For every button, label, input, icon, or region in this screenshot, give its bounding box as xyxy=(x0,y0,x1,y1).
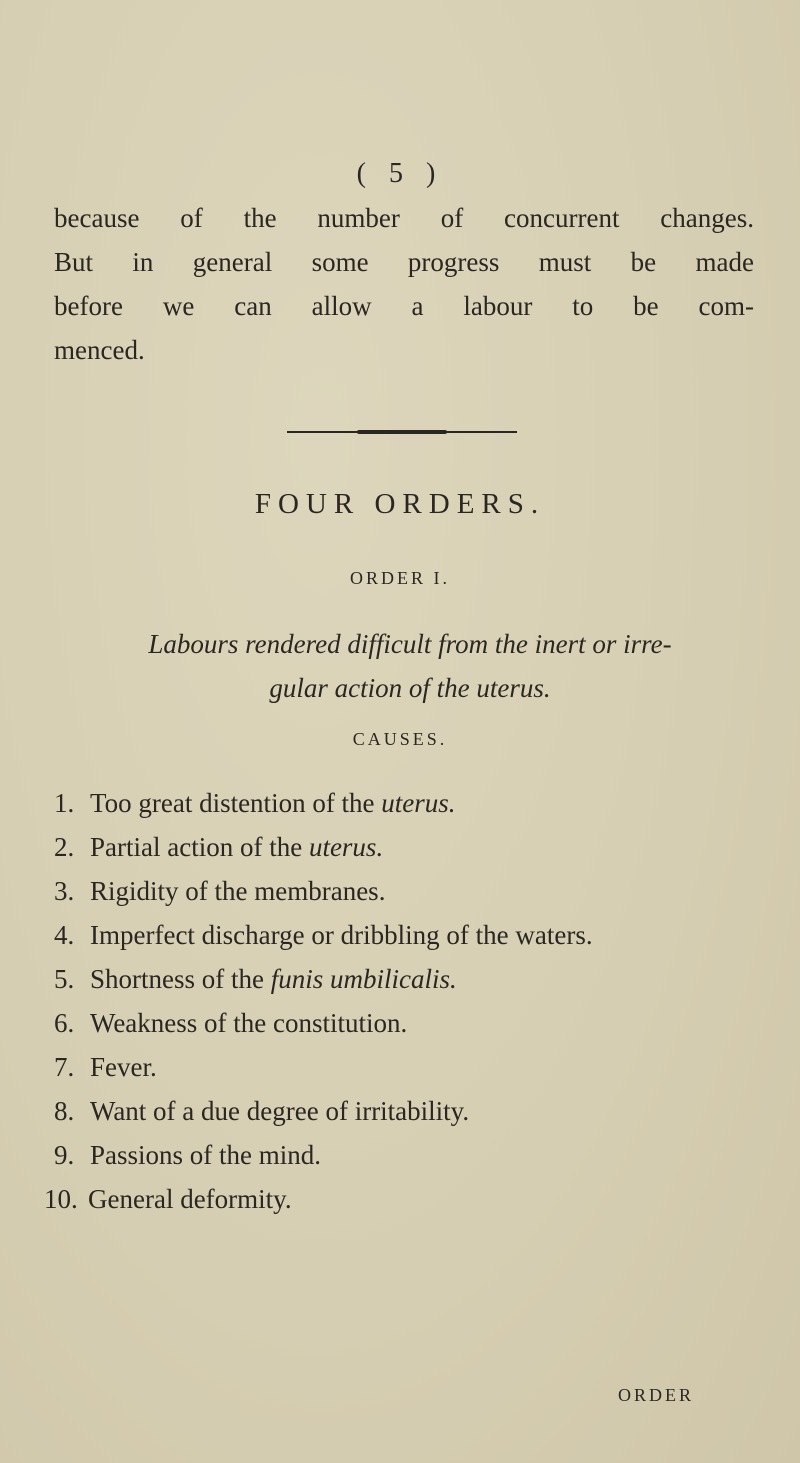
cause-number: 4. xyxy=(54,920,75,950)
subtitle-line: gular action of the uterus. xyxy=(269,673,551,703)
cause-item xyxy=(54,781,774,825)
cause-item xyxy=(54,913,774,957)
cause-text: Too great distention of the xyxy=(90,788,382,818)
cause-item xyxy=(54,957,774,1001)
cause-number: 3. xyxy=(54,876,75,906)
cause-number: 6. xyxy=(54,1008,75,1038)
cause-number: 9. xyxy=(54,1140,75,1170)
cause-number: 8. xyxy=(54,1096,75,1126)
cause-number: 5. xyxy=(54,964,75,994)
cause-item xyxy=(54,1133,774,1177)
cause-item xyxy=(54,1089,774,1133)
cause-text: Imperfect discharge or dribbling of the waters. xyxy=(90,920,593,950)
cause-text: Partial action of the xyxy=(90,832,309,862)
cause-item xyxy=(54,1001,774,1045)
cause-item xyxy=(54,1045,774,1089)
causes-heading: CAUSES. xyxy=(352,729,448,749)
main-heading: FOUR ORDERS. xyxy=(254,488,546,520)
cause-number: 1. xyxy=(54,788,75,818)
cause-number: 10. xyxy=(44,1184,78,1214)
cause-text: Shortness of the xyxy=(90,964,271,994)
cause-text: Rigidity of the membranes. xyxy=(90,876,386,906)
cause-item xyxy=(44,1177,774,1221)
intro-line: menced. xyxy=(54,335,145,365)
cause-text: Want of a due degree of irritability. xyxy=(90,1096,470,1126)
cause-italic: uterus. xyxy=(381,788,456,818)
cause-number: 2. xyxy=(54,832,75,862)
order-heading: ORDER I. xyxy=(350,568,450,588)
cause-text: Weakness of the constitution. xyxy=(90,1008,408,1038)
cause-text: Passions of the mind. xyxy=(90,1140,322,1170)
intro-line: because of the number of concurrent changes. xyxy=(54,203,754,233)
causes-list xyxy=(44,781,774,1221)
cause-text: Fever. xyxy=(90,1052,157,1082)
order-subtitle xyxy=(60,622,760,710)
cause-italic: funis umbilicalis. xyxy=(270,964,457,994)
cause-item xyxy=(54,869,774,913)
cause-text: General deformity. xyxy=(88,1184,292,1214)
cause-item xyxy=(54,825,774,869)
intro-line: But in general some progress must be made xyxy=(54,247,754,277)
subtitle-line: Labours rendered difficult from the inert or irre- xyxy=(148,629,672,659)
intro-line: before we can allow a labour to be com- xyxy=(54,291,754,321)
cause-number: 7. xyxy=(54,1052,75,1082)
catchword: ORDER xyxy=(618,1385,695,1405)
intro-paragraph xyxy=(54,196,754,372)
section-divider xyxy=(287,431,517,433)
page-number: ( 5 ) xyxy=(356,158,444,189)
cause-italic: uterus. xyxy=(308,832,384,862)
